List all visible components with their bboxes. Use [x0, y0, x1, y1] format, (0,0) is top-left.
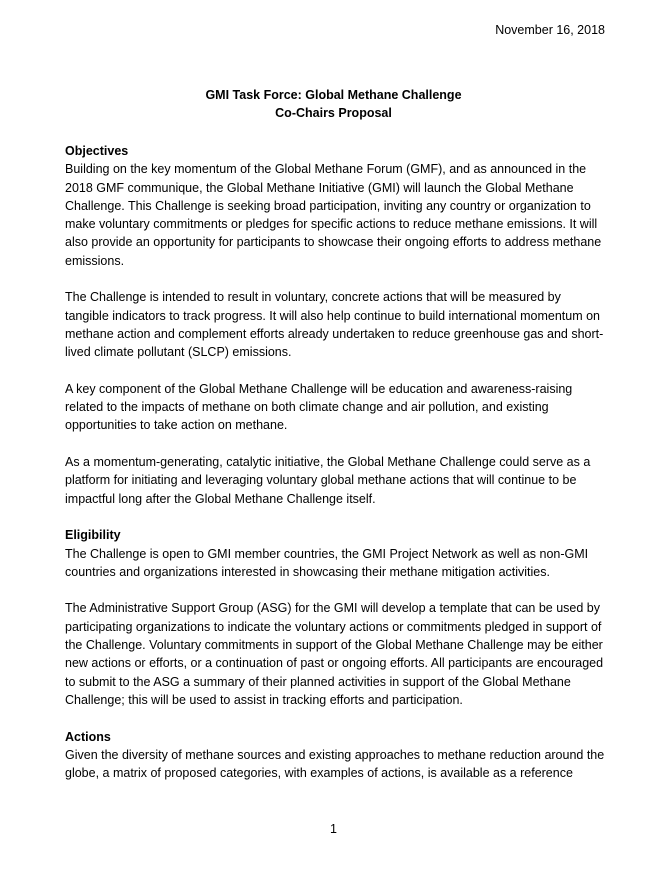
section-heading-objectives: Objectives	[65, 144, 129, 158]
paragraph-spacer	[65, 435, 607, 453]
section-heading-eligibility: Eligibility	[65, 528, 121, 543]
paragraph-spacer	[65, 270, 607, 288]
paragraph-spacer	[65, 362, 607, 380]
paragraph-spacer	[65, 508, 607, 526]
paragraph: The Administrative Support Group (ASG) for the GMI will develop a template that can be used by participating organizations to indicate the voluntary actions or commitments pledged in support of the Challenge. Voluntary commitments in support of the Global Methane Challenge may be either new actions or efforts, or a continuation of past or ongoing efforts. All participants are encouraged to submit to the ASG a summary of their planned activities in support of the Global Methane Challenge; this will be used to assist in tracking efforts and participation.	[65, 601, 604, 707]
paragraph: Given the diversity of methane sources and existing approaches to methane reduction around the globe, a matrix of proposed categories, with examples of actions, is available as a reference	[65, 747, 605, 781]
paragraph-spacer	[65, 581, 607, 599]
paragraph: A key component of the Global Methane Challenge will be education and awareness-raising related to the impacts of methane on both climate change and air pollution, and existing opportunities to take action on methane.	[65, 381, 573, 433]
document-body	[65, 142, 607, 782]
page-number: 1	[330, 822, 337, 836]
paragraph: The Challenge is open to GMI member countries, the GMI Project Network as well as non-GMI countries and organizations interested in showcasing their methane mitigation activities.	[65, 546, 589, 579]
document-title: GMI Task Force: Global Methane Challenge	[205, 88, 462, 102]
paragraph: The Challenge is intended to result in voluntary, concrete actions that will be measured by tangible indicators to track progress. It will also help continue to build international momentum on methane action and complement efforts already undertaken to reduce greenhouse gas and short-lived climate pollutant (SLCP) emissions.	[65, 290, 604, 360]
title-block	[0, 86, 667, 123]
paragraph: As a momentum-generating, catalytic initiative, the Global Methane Challenge could serve as a platform for initiating and leveraging voluntary global methane actions that will continue to be impactful long after the Global Methane Challenge itself.	[65, 455, 591, 506]
paragraph-spacer	[65, 709, 607, 727]
paragraph: Building on the key momentum of the Global Methane Forum (GMF), and as announced in the 2018 GMF communique, the Global Methane Initiative (GMI) will launch the Global Methane Challenge. This Challenge is seeking broad participation, inviting any country or organization to make voluntary commitments or pledges for specific actions to reduce methane emissions. It will also provide an opportunity for participants to showcase their ongoing efforts to address methane emissions.	[65, 162, 602, 268]
section-heading-actions: Actions	[65, 729, 111, 744]
document-date: November 16, 2018	[495, 23, 605, 37]
document-subtitle: Co-Chairs Proposal	[275, 106, 392, 121]
